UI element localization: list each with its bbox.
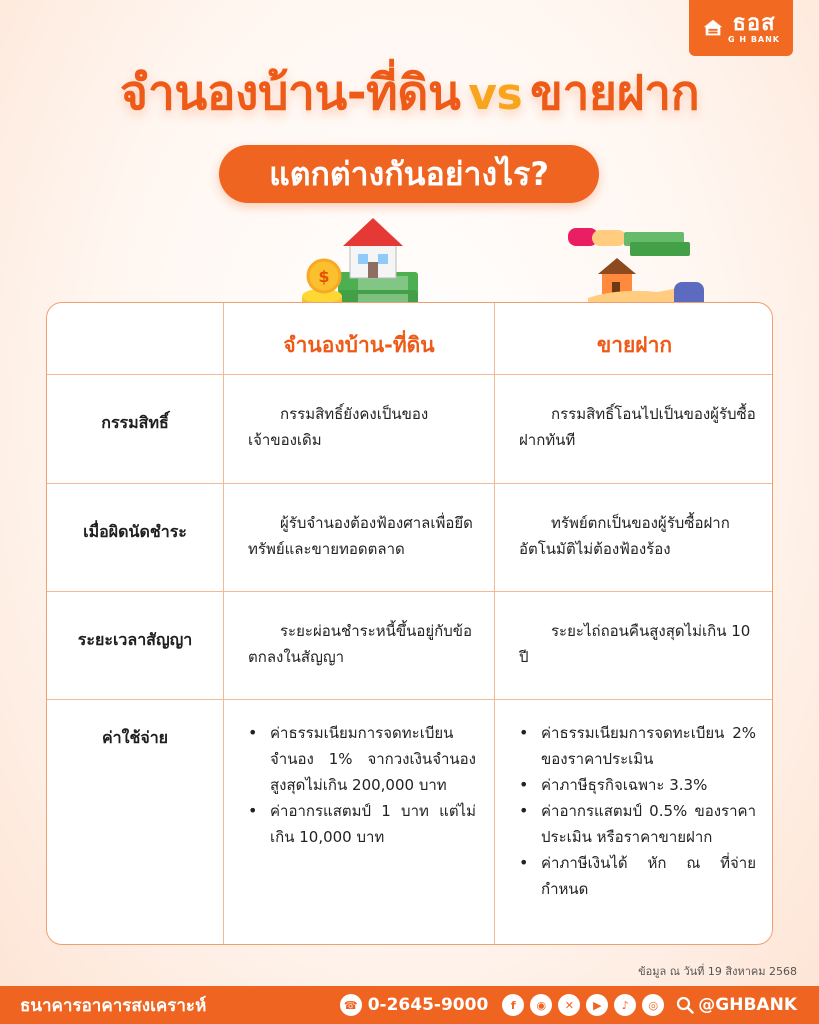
header-mortgage: จำนองบ้าน-ที่ดิน: [283, 333, 435, 357]
page-title: [0, 62, 819, 126]
row-label-cell: [47, 592, 224, 699]
ownership-buyback-text: กรรมสิทธิ์โอนไปเป็นของผู้รับซื้อฝากทันที: [519, 405, 756, 449]
table-row: [47, 375, 773, 484]
row-label-cell: [47, 484, 224, 591]
costs-mortgage-list: [224, 700, 494, 850]
row-cell-buyback: [495, 484, 773, 591]
costs-buyback-list: [495, 700, 773, 902]
ghbank-logo: [689, 0, 793, 56]
header-buyback: ขายฝาก: [596, 333, 673, 357]
list-item: • ค่าธรรมเนียมการจดทะเบียน 2% ของราคาประเมิน: [519, 720, 756, 772]
row-cell-mortgage: [224, 375, 495, 483]
header-empty-cell: [47, 303, 224, 374]
row-cell-buyback: [495, 700, 773, 945]
svg-text:$: $: [318, 267, 330, 286]
row-cell-buyback: [495, 375, 773, 483]
table-row: [47, 592, 773, 700]
house-logo-icon: [702, 17, 724, 39]
ownership-mortgage-text: กรรมสิทธิ์ยังคงเป็นของเจ้าของเดิม: [248, 405, 429, 449]
default-mortgage-text: ผู้รับจำนองต้องฟ้องศาลเพื่อยึดทรัพย์และขายทอดตลาด: [248, 514, 473, 558]
row-cell-mortgage: [224, 700, 495, 945]
list-item: • ค่าภาษีเงินได้ หัก ณ ที่จ่ายกำหนด: [519, 850, 756, 902]
youtube-icon[interactable]: ▶: [586, 994, 608, 1016]
list-item: • ค่าภาษีธุรกิจเฉพาะ 3.3%: [519, 772, 756, 798]
logo-text: ธอส: [732, 10, 776, 36]
row-cell-buyback: [495, 592, 773, 699]
header-cell-mortgage: [224, 303, 495, 374]
row-cell-mortgage: [224, 592, 495, 699]
table-row: [47, 484, 773, 592]
comparison-table: [46, 302, 773, 945]
footer-phone[interactable]: 0-2645-9000: [367, 995, 489, 1015]
table-header-row: [47, 303, 773, 375]
tiktok-icon[interactable]: ♪: [614, 994, 636, 1016]
title-part2: ขายฝาก: [530, 65, 700, 121]
search-icon: [676, 996, 694, 1014]
subtitle-pill: แตกต่างกันอย่างไร?: [219, 145, 599, 203]
header-cell-buyback: [495, 303, 773, 374]
title-part1: จำนองบ้าน-ที่ดิน: [119, 65, 461, 121]
row-label-default: เมื่อผิดนัดชำระ: [83, 522, 187, 541]
data-date-note: ข้อมูล ณ วันที่ 19 สิงหาคม 2568: [638, 965, 797, 978]
footer-contacts: [340, 994, 797, 1016]
list-item: • ค่าอากรแสตมป์ 0.5% ของราคาประเมิน หรือราคาขายฝาก: [519, 798, 756, 850]
row-label-period: ระยะเวลาสัญญา: [77, 630, 193, 649]
instagram-icon[interactable]: ◎: [642, 994, 664, 1016]
row-label-ownership: กรรมสิทธิ์: [101, 413, 169, 432]
row-label-cell: [47, 700, 224, 945]
list-item: • ค่าอากรแสตมป์ 1 บาท แต่ไม่เกิน 10,000 บาท: [248, 798, 476, 850]
list-item: • ค่าธรรมเนียมการจดทะเบียนจำนอง 1% จากวงเงินจำนองสูงสุดไม่เกิน 200,000 บาท: [248, 720, 476, 798]
footer-bank-name: ธนาคารอาคารสงเคราะห์: [20, 995, 207, 1016]
footer-bar: [0, 986, 819, 1024]
phone-icon: ☎: [340, 994, 362, 1016]
default-buyback-text: ทรัพย์ตกเป็นของผู้รับซื้อฝากอัตโนมัติไม่ต้องฟ้องร้อง: [519, 514, 730, 558]
period-buyback-text: ระยะไถ่ถอนคืนสูงสุดไม่เกิน 10 ปี: [519, 622, 751, 666]
title-vs: vs: [468, 69, 523, 120]
footer-handle: @GHBANK: [698, 995, 797, 1015]
logo-subtext: G H BANK: [727, 34, 780, 44]
table-row: [47, 700, 773, 945]
footer-handle-group[interactable]: [676, 995, 797, 1015]
row-label-costs: ค่าใช้จ่าย: [101, 728, 169, 747]
period-mortgage-text: ระยะผ่อนชำระหนี้ขึ้นอยู่กับข้อตกลงในสัญญา: [248, 622, 473, 666]
line-icon[interactable]: ◉: [530, 994, 552, 1016]
row-label-cell: [47, 375, 224, 483]
facebook-icon[interactable]: f: [502, 994, 524, 1016]
x-icon[interactable]: ✕: [558, 994, 580, 1016]
row-cell-mortgage: [224, 484, 495, 591]
